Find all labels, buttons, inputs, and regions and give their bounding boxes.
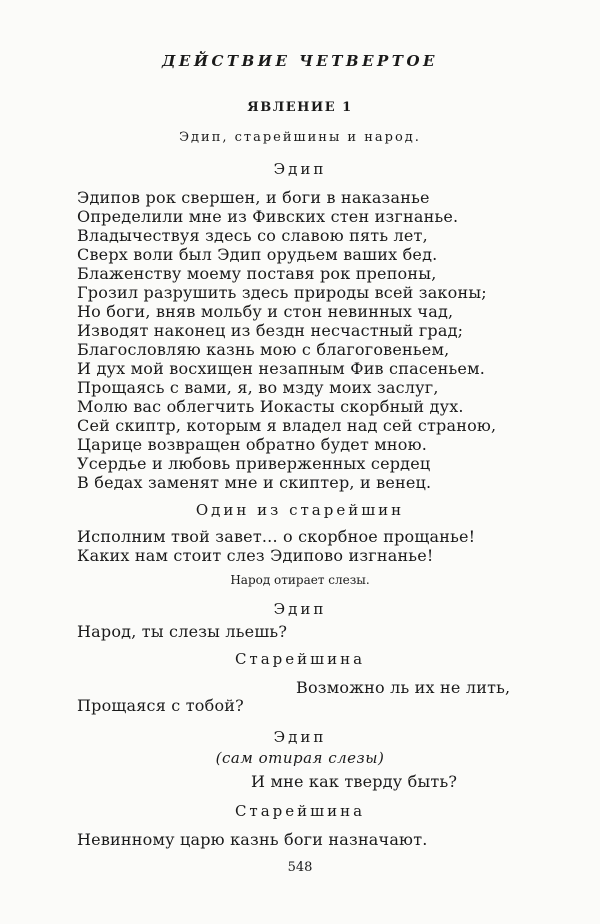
verse-line: И мне как тверду быть?: [251, 772, 458, 791]
verse-line: Сверх воли был Эдип орудьем ваших бед.: [77, 245, 438, 264]
verse-line: Невинному царю казнь боги назначают.: [77, 830, 428, 849]
verse-line: Царице возвращен обратно будет мною.: [77, 435, 428, 454]
verse-line: Изводят наконец из бездн несчастный град;: [77, 321, 464, 340]
persons-list: Эдип, старейшины и народ.: [179, 130, 421, 145]
verse-line: Прощаяся с тобой?: [77, 696, 244, 715]
verse-line: Усердье и любовь приверженных сердец: [77, 454, 431, 473]
verse-line: Молю вас облегчить Иокасты скорбный дух.: [77, 397, 464, 416]
verse-line: Грозил разрушить здесь природы всей законы;: [77, 283, 487, 302]
speaker-name: Старейшина: [234, 802, 366, 820]
scene-heading: ЯВЛЕНИЕ 1: [247, 100, 353, 115]
verse-line: Каких нам стоит слез Эдипово изгнанье!: [77, 546, 434, 565]
verse-line: В бедах заменят мне и скиптер, и венец.: [77, 473, 432, 492]
verse-line: Владычествуя здесь со славою пять лет,: [77, 226, 428, 245]
verse-line: Сей скиптр, которым я владел над сей страною,: [77, 416, 497, 435]
speaker-name: Эдип: [273, 728, 327, 746]
verse-line: Прощаясь с вами, я, во мзду моих заслуг,: [77, 378, 439, 397]
speaker-name: Один из старейшин: [195, 501, 405, 519]
act-heading: ДЕЙСТВИЕ ЧЕТВЕРТОЕ: [162, 52, 438, 70]
verse-line: Определили мне из Фивских стен изгнанье.: [77, 207, 459, 226]
verse-line: Исполним твой завет... о скорбное прощанье!: [77, 527, 476, 546]
verse-line: Благословляю казнь мою с благоговеньем,: [77, 340, 450, 359]
stage-direction: Народ отирает слезы.: [230, 573, 370, 587]
verse-line: Но боги, вняв мольбу и стон невинных чад,: [77, 302, 454, 321]
verse-line: Возможно ль их не лить,: [296, 678, 511, 697]
speaker-name: Эдип: [273, 160, 327, 178]
stage-direction: (сам отирая слезы): [215, 749, 385, 767]
verse-line: Народ, ты слезы льешь?: [77, 622, 288, 641]
verse-line: И дух мой восхищен незапным Фив спасеньем.: [77, 359, 486, 378]
page-number: 548: [287, 860, 313, 875]
verse-line: Блаженству моему поставя рок препоны,: [77, 264, 437, 283]
speaker-name: Старейшина: [234, 650, 366, 668]
speaker-name: Эдип: [273, 600, 327, 618]
verse-line: Эдипов рок свершен, и боги в наказанье: [77, 188, 430, 207]
